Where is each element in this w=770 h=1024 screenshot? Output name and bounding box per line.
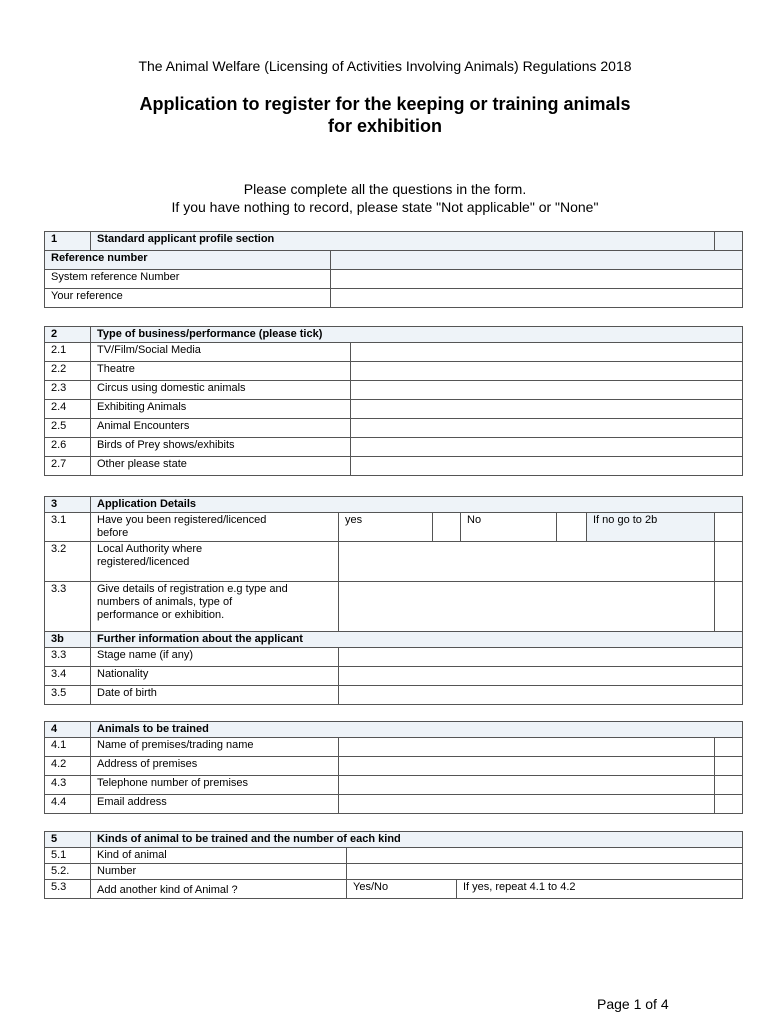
question-line: registered/licenced xyxy=(97,556,190,568)
row-number: 2.6 xyxy=(45,438,91,457)
your-reference-label: Your reference xyxy=(45,289,331,308)
question-line: performance or exhibition. xyxy=(97,609,225,621)
section2-table xyxy=(44,326,743,476)
applicant-field-label: Date of birth xyxy=(91,686,339,705)
row-number: 5.3 xyxy=(45,880,91,899)
form-title-line1: Application to register for the keeping or training animals xyxy=(139,94,631,114)
premises-field-label: Telephone number of premises xyxy=(91,776,339,795)
section4-table xyxy=(44,721,743,814)
stage-name-field[interactable] xyxy=(339,648,743,667)
premises-address-field[interactable] xyxy=(339,757,715,776)
date-of-birth-field[interactable] xyxy=(339,686,743,705)
note-box[interactable] xyxy=(715,513,743,542)
no-tick-box[interactable] xyxy=(557,513,587,542)
section4-number: 4 xyxy=(45,722,91,738)
business-type-label: Circus using domestic animals xyxy=(91,381,351,400)
row-number: 3.3 xyxy=(45,582,91,632)
animal-field-label: Kind of animal xyxy=(91,848,347,864)
add-another-animal-label: Add another kind of Animal ? xyxy=(91,880,347,899)
row-number: 2.4 xyxy=(45,400,91,419)
row-number: 2.2 xyxy=(45,362,91,381)
question-line: Local Authority where xyxy=(97,543,203,555)
row-number: 2.3 xyxy=(45,381,91,400)
form-title xyxy=(0,93,770,137)
system-reference-label: System reference Number xyxy=(45,270,331,289)
applicant-field-label: Nationality xyxy=(91,667,339,686)
yes-label: yes xyxy=(339,513,433,542)
business-type-label: Exhibiting Animals xyxy=(91,400,351,419)
section4-heading: Animals to be trained xyxy=(91,722,743,738)
section1-table xyxy=(44,231,743,308)
registration-details-question xyxy=(91,582,339,632)
section3-heading: Application Details xyxy=(91,497,743,513)
row-number: 3.2 xyxy=(45,542,91,582)
applicant-field-label: Stage name (if any) xyxy=(91,648,339,667)
system-reference-field[interactable] xyxy=(331,270,743,289)
question-line: Have you been registered/licenced xyxy=(97,514,267,526)
no-label: No xyxy=(461,513,557,542)
premises-telephone-field[interactable] xyxy=(339,776,715,795)
section3-number: 3 xyxy=(45,497,91,513)
section1-number: 1 xyxy=(45,232,91,251)
business-type-tick-cell[interactable] xyxy=(351,362,743,381)
form-title-line2: for exhibition xyxy=(328,116,442,136)
business-type-label: Animal Encounters xyxy=(91,419,351,438)
section1-heading: Standard applicant profile section xyxy=(91,232,715,251)
page-number: Page 1 of 4 xyxy=(597,996,669,1012)
subsection-number: 3b xyxy=(45,632,91,648)
business-type-label: Other please state xyxy=(91,457,351,476)
yes-no-field[interactable]: Yes/No xyxy=(347,880,457,899)
your-reference-field[interactable] xyxy=(331,289,743,308)
premises-field-label: Name of premises/trading name xyxy=(91,738,339,757)
local-authority-question xyxy=(91,542,339,582)
section1-tick-box[interactable] xyxy=(715,232,743,251)
business-type-tick-cell[interactable] xyxy=(351,457,743,476)
kind-of-animal-field[interactable] xyxy=(347,848,743,864)
business-type-tick-cell[interactable] xyxy=(351,419,743,438)
section2-number: 2 xyxy=(45,327,91,343)
registered-before-question xyxy=(91,513,339,542)
question-line: numbers of animals, type of xyxy=(97,596,233,608)
row-number: 2.1 xyxy=(45,343,91,362)
row-number: 5.2. xyxy=(45,864,91,880)
animal-field-label: Number xyxy=(91,864,347,880)
if-no-note: If no go to 2b xyxy=(587,513,715,542)
section2-heading: Type of business/performance (please tick) xyxy=(91,327,743,343)
row-number: 4.2 xyxy=(45,757,91,776)
section5-heading: Kinds of animal to be trained and the number of each kind xyxy=(91,832,743,848)
premises-name-field[interactable] xyxy=(339,738,715,757)
business-type-tick-cell[interactable] xyxy=(351,438,743,457)
business-type-tick-cell[interactable] xyxy=(351,381,743,400)
instructions xyxy=(0,180,770,216)
premises-email-field[interactable] xyxy=(339,795,715,814)
business-type-tick-cell[interactable] xyxy=(351,400,743,419)
section5-number: 5 xyxy=(45,832,91,848)
nationality-field[interactable] xyxy=(339,667,743,686)
row-number: 4.4 xyxy=(45,795,91,814)
premises-extra[interactable] xyxy=(715,795,743,814)
premises-extra[interactable] xyxy=(715,757,743,776)
row-number: 5.1 xyxy=(45,848,91,864)
business-type-tick-cell[interactable] xyxy=(351,343,743,362)
registration-details-field[interactable] xyxy=(339,582,715,632)
row-number: 4.1 xyxy=(45,738,91,757)
premises-field-label: Address of premises xyxy=(91,757,339,776)
instruction-line2: If you have nothing to record, please state "Not applicable" or "None" xyxy=(171,199,599,215)
instruction-line1: Please complete all the questions in the form. xyxy=(243,181,527,197)
subsection-heading: Further information about the applicant xyxy=(91,632,743,648)
registration-details-extra[interactable] xyxy=(715,582,743,632)
row-number: 3.5 xyxy=(45,686,91,705)
reference-number-field[interactable] xyxy=(331,251,743,270)
repeat-note: If yes, repeat 4.1 to 4.2 xyxy=(457,880,743,899)
section5-table xyxy=(44,831,743,899)
reference-number-label: Reference number xyxy=(45,251,331,270)
animal-number-field[interactable] xyxy=(347,864,743,880)
business-type-label: TV/Film/Social Media xyxy=(91,343,351,362)
yes-tick-box[interactable] xyxy=(433,513,461,542)
business-type-label: Theatre xyxy=(91,362,351,381)
local-authority-field[interactable] xyxy=(339,542,715,582)
regulations-heading: The Animal Welfare (Licensing of Activities Involving Animals) Regulations 2018 xyxy=(138,58,632,74)
business-type-label: Birds of Prey shows/exhibits xyxy=(91,438,351,457)
premises-extra[interactable] xyxy=(715,738,743,757)
local-authority-extra[interactable] xyxy=(715,542,743,582)
row-number: 3.4 xyxy=(45,667,91,686)
premises-extra[interactable] xyxy=(715,776,743,795)
row-number: 3.1 xyxy=(45,513,91,542)
row-number: 2.5 xyxy=(45,419,91,438)
premises-field-label: Email address xyxy=(91,795,339,814)
section3-table xyxy=(44,496,743,705)
row-number: 2.7 xyxy=(45,457,91,476)
row-number: 3.3 xyxy=(45,648,91,667)
row-number: 4.3 xyxy=(45,776,91,795)
question-line: before xyxy=(97,527,129,539)
question-line: Give details of registration e.g type and xyxy=(97,583,288,595)
